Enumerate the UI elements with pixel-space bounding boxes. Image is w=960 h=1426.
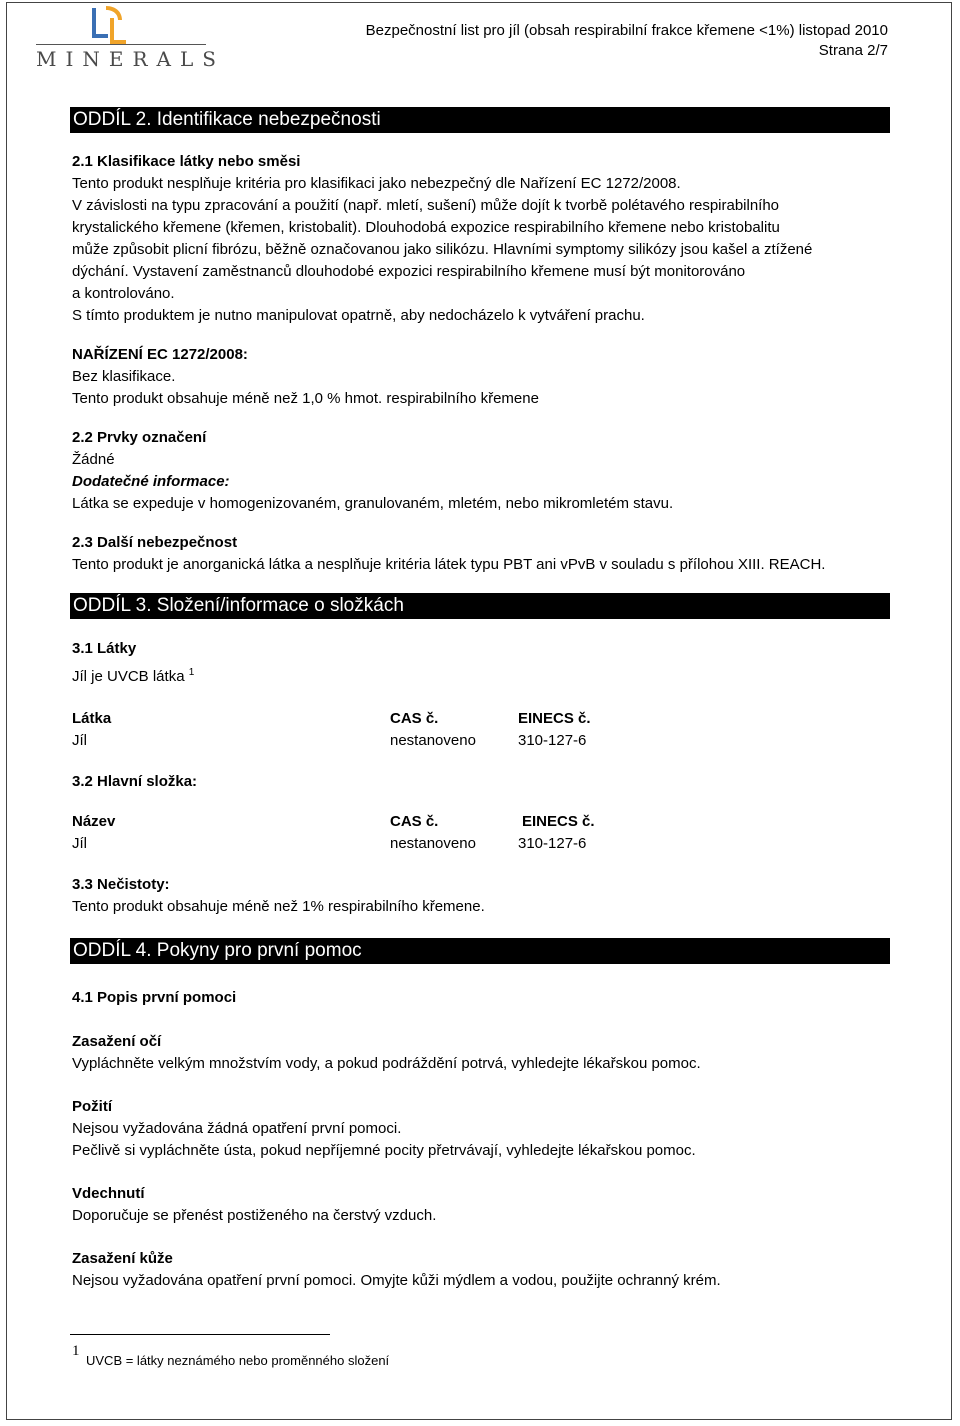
paragraph-line: V závislosti na typu zpracování a použití (např. mletí, sušení) může dojít k tvorbě polétavého respirabilního [72,197,780,214]
subsection-3-1-title: 3.1 Látky [72,640,137,657]
paragraph-line: S tímto produktem je nutno manipulovat opatrně, aby nedocházelo k vytváření prachu. [72,307,645,324]
ingestion-title: Požití [72,1098,112,1115]
table-header-cell: Název [72,813,116,830]
regulation-line: Bez klasifikace. [72,368,176,385]
paragraph-line: dýchání. Vystavení zaměstnanců dlouhodobé expozici respirabilního křemene musí být monitorováno [72,263,746,280]
subsection-3-3-title: 3.3 Nečistoty: [72,876,170,893]
paragraph-line: krystalického křemene (křemen, kristobalit). Dlouhodobá expozice respirabilního křemene nebo kristobalitu [72,219,780,236]
table-header-cell: EINECS č. [518,710,591,727]
subsection-4-1-title: 4.1 Popis první pomoci [72,989,237,1006]
document-title: Bezpečnostní list pro jíl (obsah respirabilní frakce křemene <1%) listopad 2010 [365,22,888,39]
logo-text: MINERALS [36,47,225,71]
additional-info-label: Dodatečné informace: [72,473,230,490]
regulation-title: NAŘÍZENÍ EC 1272/2008: [72,346,248,363]
subsection-3-3-text: Tento produkt obsahuje méně než 1% respirabilního křemene. [72,898,485,915]
substance-line [72,669,194,684]
section-2-heading: ODDÍL 2. Identifikace nebezpečnosti [70,107,890,133]
substance-text: Jíl je UVCB látka [72,668,185,685]
page-number: Strana 2/7 [818,42,888,59]
logo-mark-icon [86,4,132,44]
eyes-text: Vypláchněte velkým množstvím vody, a pokud podráždění potrvá, vyhledejte lékařskou pomoc. [72,1055,701,1072]
table-cell: nestanoveno [390,835,476,852]
table-cell: 310-127-6 [518,835,587,852]
table-cell: 310-127-6 [518,732,587,749]
subsection-3-2-title: 3.2 Hlavní složka: [72,773,198,790]
subsection-2-3-text: Tento produkt je anorganická látka a nesplňuje kritéria látek typu PBT ani vPvB v souladu s přílohou XIII. REACH. [72,556,826,573]
subsection-2-1-title: 2.1 Klasifikace látky nebo směsi [72,153,301,170]
table-cell: nestanoveno [390,732,476,749]
section-3-heading: ODDÍL 3. Složení/informace o složkách [70,593,890,619]
regulation-line: Tento produkt obsahuje méně než 1,0 % hmot. respirabilního křemene [72,390,539,407]
ingestion-line: Nejsou vyžadována žádná opatření první pomoci. [72,1120,402,1137]
table-header-cell: Látka [72,710,112,727]
section-4-heading: ODDÍL 4. Pokyny pro první pomoc [70,938,890,964]
skin-text: Nejsou vyžadována opatření první pomoci. Omyjte kůži mýdlem a vodou, použijte ochranný krém. [72,1272,721,1289]
eyes-title: Zasažení očí [72,1033,162,1050]
table-header-cell: EINECS č. [522,813,595,830]
logo-underline [36,44,206,45]
inhalation-title: Vdechnutí [72,1185,145,1202]
footnote-number: 1 [72,1343,80,1359]
ingestion-line: Pečlivě si vypláchněte ústa, pokud nepříjemné pocity přetrvávají, vyhledejte lékařskou pomoc. [72,1142,696,1159]
subsection-2-3-title: 2.3 Další nebezpečnost [72,534,238,551]
paragraph-line: může způsobit plicní fibrózu, běžně označovanou jako silikózu. Hlavními symptomy silikózy jsou kašel a ztížené [72,241,813,258]
additional-info-text: Látka se expeduje v homogenizovaném, granulovaném, mletém, nebo mikromletém stavu. [72,495,674,512]
paragraph-line: Tento produkt nesplňuje kritéria pro klasifikaci jako nebezpečný dle Nařízení EC 1272/2008. [72,175,681,192]
footnote-reference: 1 [188,667,195,678]
subsection-2-2-title: 2.2 Prvky označení [72,429,207,446]
table-header-cell: CAS č. [390,813,439,830]
inhalation-text: Doporučuje se přenést postiženého na čerstvý vzduch. [72,1207,437,1224]
table-header-cell: CAS č. [390,710,439,727]
footnote-rule [70,1334,330,1335]
paragraph-line: a kontrolováno. [72,285,175,302]
skin-title: Zasažení kůže [72,1250,173,1267]
table-cell: Jíl [72,835,87,852]
label-elements-value: Žádné [72,451,115,468]
footnote-text: UVCB = látky neznámého nebo proměnného složení [86,1353,390,1368]
table-cell: Jíl [72,732,87,749]
